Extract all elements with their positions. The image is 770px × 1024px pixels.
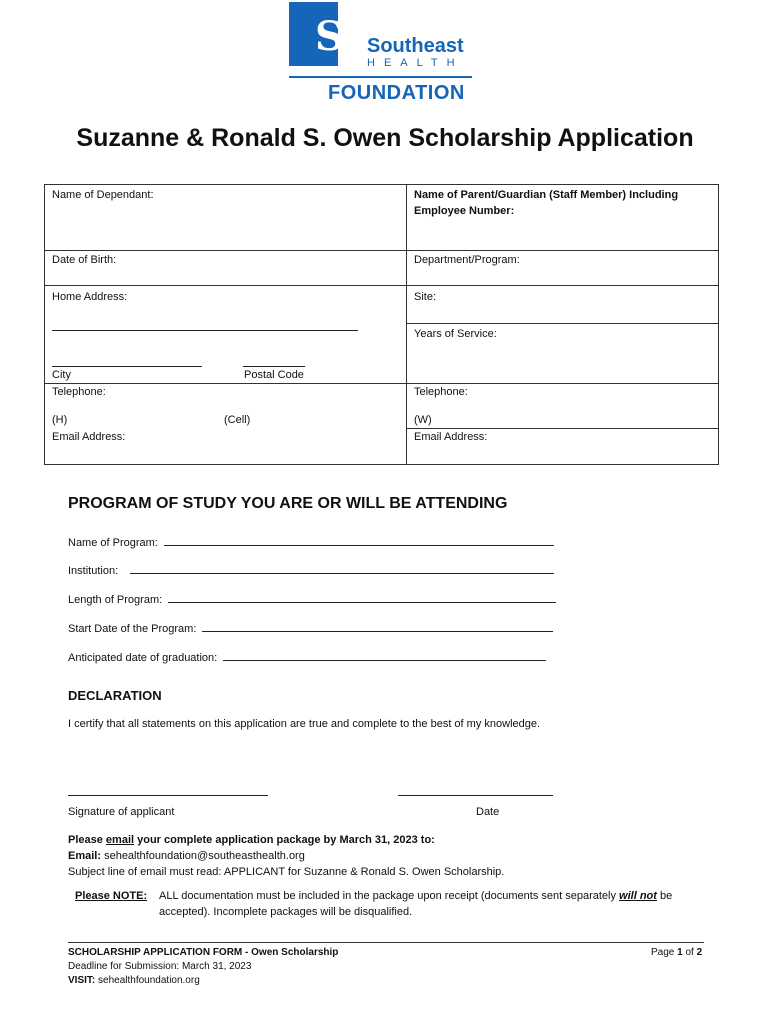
site-label: Site:: [414, 291, 437, 303]
program-name-row: [68, 535, 554, 549]
logo-divider: [289, 76, 472, 78]
logo-monogram: SE: [315, 13, 375, 60]
start-date-line: [202, 621, 553, 632]
page-label: Page: [651, 947, 678, 958]
logo-name: Southeast: [367, 35, 464, 57]
department-label: Department/Program:: [414, 254, 520, 266]
institution-label: Institution:: [68, 565, 119, 577]
parent-label-2: Employee Number:: [414, 205, 515, 217]
work-phone-label: (W): [414, 414, 432, 426]
declaration-heading: DECLARATION: [68, 688, 162, 703]
dependant-label: Name of Dependant:: [52, 189, 154, 201]
note-emphasis: will not: [619, 890, 657, 902]
note-text-part: be: [656, 890, 673, 902]
note-text-line2: accepted). Incomplete packages will be disqualified.: [159, 906, 413, 918]
email-row-label: Email:: [68, 850, 102, 862]
work-email-label: Email Address:: [414, 431, 488, 443]
page-of: of: [682, 947, 697, 958]
telephone-label: Telephone:: [52, 386, 106, 398]
logo-foundation: FOUNDATION: [328, 82, 465, 104]
email-instruction: [68, 834, 435, 846]
email-address[interactable]: sehealthfoundation@southeasthealth.org: [104, 850, 305, 862]
note-label: Please NOTE:: [75, 890, 148, 902]
declaration-text: I certify that all statements on this application are true and complete to the best of my knowledge.: [68, 718, 541, 730]
footer-visit-label: VISIT:: [68, 975, 96, 986]
start-date-row: [68, 621, 553, 635]
program-heading: PROGRAM OF STUDY YOU ARE OR WILL BE ATTENDING: [68, 495, 508, 512]
length-label: Length of Program:: [68, 594, 163, 606]
start-date-label: Start Date of the Program:: [68, 623, 197, 635]
institution-row: [68, 563, 554, 577]
table-divider: [406, 184, 407, 465]
footer-visit: [68, 975, 200, 986]
work-telephone-label: Telephone:: [414, 386, 468, 398]
postal-code-label: Postal Code: [244, 369, 304, 381]
table-rule: [44, 285, 719, 286]
cell-phone-label: (Cell): [224, 414, 251, 426]
page-title: Suzanne & Ronald S. Owen Scholarship Application: [76, 124, 694, 152]
length-row: [68, 592, 556, 606]
address-line: [52, 330, 358, 331]
logo-health: HEALTH: [367, 57, 464, 69]
graduation-line: [223, 650, 546, 661]
years-of-service-label: Years of Service:: [414, 328, 497, 340]
date-line: [398, 795, 553, 796]
footer-form-title: SCHOLARSHIP APPLICATION FORM - Owen Scholarship: [68, 947, 339, 958]
page-total: 2: [696, 947, 703, 958]
subject-line: Subject line of email must read: APPLICANT for Suzanne & Ronald S. Owen Scholarship.: [68, 866, 505, 878]
institution-line: [130, 563, 554, 574]
date-label: Date: [476, 806, 500, 818]
note-text: [159, 890, 719, 902]
instruction-text: Please: [68, 834, 106, 846]
program-name-label: Name of Program:: [68, 537, 158, 549]
logo-monogram-icon: [289, 10, 375, 60]
city-label: City: [52, 369, 71, 381]
signature-label: Signature of applicant: [68, 806, 175, 818]
footer-divider: [68, 942, 704, 943]
page-current: 1: [677, 947, 683, 958]
dob-label: Date of Birth:: [52, 254, 117, 266]
footer-website[interactable]: sehealthfoundation.org: [98, 975, 200, 986]
applicant-info-table: [44, 184, 719, 465]
graduation-label: Anticipated date of graduation:: [68, 652, 218, 664]
length-line: [168, 592, 556, 603]
note-text-part: ALL documentation must be included in the package upon receipt (documents sent separately: [159, 890, 620, 902]
table-rule: [44, 250, 719, 251]
table-rule: [406, 323, 719, 324]
signature-line: [68, 795, 268, 796]
program-name-line: [164, 535, 554, 546]
page-number: [651, 947, 702, 958]
graduation-row: [68, 650, 546, 664]
email-row: [68, 850, 305, 862]
city-line: [52, 366, 202, 367]
home-address-label: Home Address:: [52, 291, 128, 303]
email-label: Email Address:: [52, 431, 126, 443]
email-link[interactable]: email: [105, 834, 135, 846]
home-phone-label: (H): [52, 414, 68, 426]
table-rule: [44, 383, 719, 384]
parent-label: Name of Parent/Guardian (Staff Member) Including: [414, 189, 679, 201]
instruction-text: your complete application package by March 31, 2023 to:: [134, 834, 435, 846]
footer-deadline: Deadline for Submission: March 31, 2023: [68, 961, 252, 972]
